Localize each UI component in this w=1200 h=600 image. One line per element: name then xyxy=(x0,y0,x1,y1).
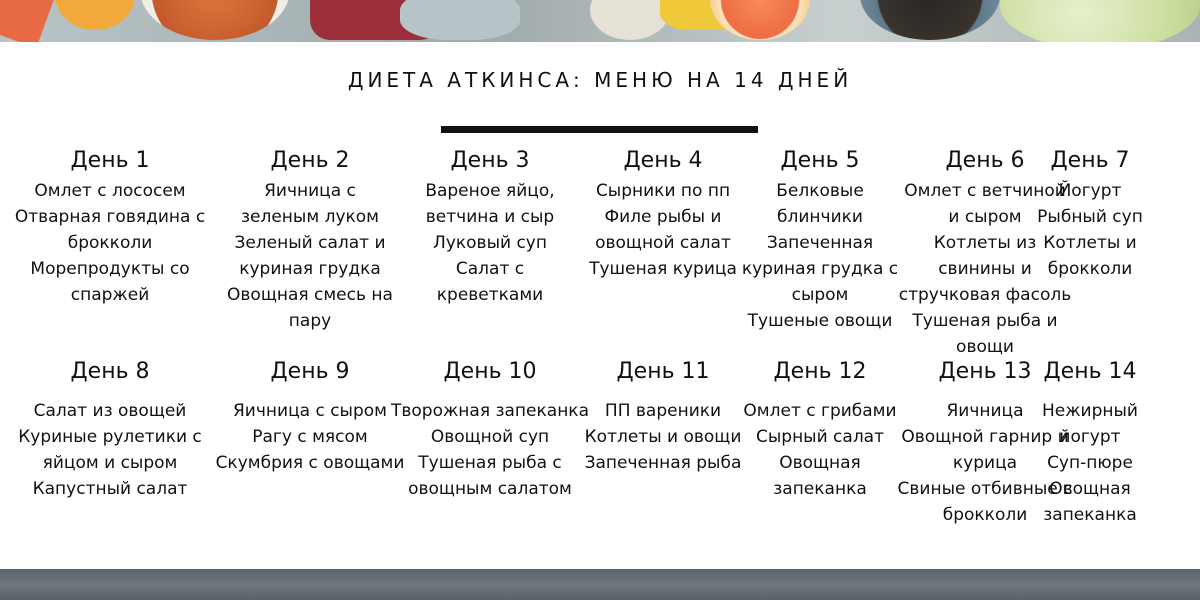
meal-line: Овощная xyxy=(1049,479,1131,499)
meal-line: курица xyxy=(952,453,1018,473)
meal-line: Капустный салат xyxy=(32,479,188,499)
meal-line: Зеленый салат и xyxy=(234,233,386,253)
meal-line: Тушеная курица xyxy=(589,259,737,279)
meal-line: Омлет с лососем xyxy=(34,181,186,201)
day-heading: День 11 xyxy=(616,359,710,384)
meal-line: йогурт xyxy=(1059,427,1121,447)
meal-line: овощным салатом xyxy=(408,479,572,499)
meal-line: Яичница с сыром xyxy=(233,401,387,421)
meal-line: Рагу с мясом xyxy=(252,427,368,447)
day-heading: День 2 xyxy=(270,148,350,173)
day-heading: День 8 xyxy=(70,359,150,384)
meal-line: яйцом и сыром xyxy=(42,453,178,473)
day-block xyxy=(980,359,1200,528)
meal-line: Тушеная рыба с xyxy=(418,453,562,473)
meal-line: брокколи xyxy=(942,505,1028,525)
meal-line: Рыбный суп xyxy=(1037,207,1143,227)
meal-line: Сырники по пп xyxy=(595,181,731,201)
meal-line: Йогурт xyxy=(1058,181,1122,201)
meal-line: Нежирный xyxy=(1042,401,1138,421)
meal-line: овощи xyxy=(956,337,1014,357)
meal-line: Отварная говядина с xyxy=(14,207,206,227)
day-heading: День 6 xyxy=(945,148,1025,173)
meal-line: запеканка xyxy=(773,479,867,499)
day-meal-list xyxy=(980,178,1200,282)
day-heading: День 13 xyxy=(938,359,1032,384)
day-heading: День 12 xyxy=(773,359,867,384)
day-heading: День 5 xyxy=(780,148,860,173)
day-block xyxy=(0,148,220,308)
day-heading: День 10 xyxy=(443,359,537,384)
day-heading: День 4 xyxy=(623,148,703,173)
meal-line: Морепродукты со xyxy=(30,259,190,279)
meal-line: Овощной суп xyxy=(430,427,550,447)
meal-line: куриная грудка с xyxy=(741,259,899,279)
meal-line: Тушеная рыба и xyxy=(912,311,1058,331)
day-heading: День 9 xyxy=(270,359,350,384)
meal-line: Салат из овощей xyxy=(33,401,187,421)
meal-line: Творожная запеканка xyxy=(391,401,589,421)
meal-line: стручковая фасоль xyxy=(898,285,1072,305)
meal-line: Суп-пюре xyxy=(1047,453,1133,473)
meal-line: и сыром xyxy=(948,207,1022,227)
meal-line: зеленым луком xyxy=(240,207,379,227)
meal-line: Омлет с ветчиной xyxy=(904,181,1066,201)
meal-line: Овощная смесь на xyxy=(227,285,393,305)
meal-line: Филе рыбы и xyxy=(604,207,722,227)
meal-line: Яичница с xyxy=(264,181,356,201)
meal-line: Яичница xyxy=(946,401,1024,421)
meal-line: куриная грудка xyxy=(239,259,381,279)
page-title: ДИЕТА АТКИНСА: МЕНЮ НА 14 ДНЕЙ xyxy=(347,68,853,92)
meal-line: Омлет с грибами xyxy=(743,401,897,421)
day-meal-list xyxy=(0,178,220,308)
meal-line: Сырный салат xyxy=(755,427,885,447)
meal-line: ПП вареники xyxy=(604,401,722,421)
meal-line: пару xyxy=(288,311,332,331)
day-heading: День 7 xyxy=(1050,148,1130,173)
day-meal-list xyxy=(980,398,1200,528)
meal-line: креветками xyxy=(436,285,544,305)
meal-line: брокколи xyxy=(1047,259,1133,279)
meal-line: свинины и xyxy=(938,259,1032,279)
day-block xyxy=(0,359,220,502)
food-photo-banner xyxy=(0,0,1200,42)
meal-line: Куриные рулетики с xyxy=(18,427,202,447)
meal-line: блинчики xyxy=(777,207,863,227)
meal-line: Белковые xyxy=(776,181,864,201)
meal-line: Тушеные овощи xyxy=(747,311,893,331)
meal-line: овощной салат xyxy=(595,233,731,253)
meal-line: Свиные отбивные с xyxy=(897,479,1073,499)
meal-line: Котлеты из xyxy=(933,233,1037,253)
day-heading: День 14 xyxy=(1043,359,1137,384)
meal-line: Вареное яйцо, xyxy=(425,181,555,201)
meal-line: Котлеты и овощи xyxy=(584,427,742,447)
day-heading: День 3 xyxy=(450,148,530,173)
meal-line: ветчина и сыр xyxy=(425,207,555,227)
meal-line: запеканка xyxy=(1043,505,1137,525)
day-block xyxy=(980,148,1200,282)
meal-line: сыром xyxy=(791,285,849,305)
meal-line: Запеченная рыба xyxy=(584,453,742,473)
meal-line: Луковый суп xyxy=(433,233,547,253)
meal-line: Запеченная xyxy=(766,233,874,253)
meal-line: Скумбрия с овощами xyxy=(215,453,405,473)
day-meal-list xyxy=(0,398,220,502)
meal-line: Котлеты и xyxy=(1043,233,1137,253)
meal-line: Овощная xyxy=(779,453,861,473)
stone-background-strip xyxy=(0,569,1200,600)
meal-line: Салат с xyxy=(455,259,525,279)
meal-line: брокколи xyxy=(67,233,153,253)
meal-line: Овощной гарнир и xyxy=(901,427,1069,447)
day-heading: День 1 xyxy=(70,148,150,173)
title-divider xyxy=(441,126,758,133)
meal-line: спаржей xyxy=(70,285,150,305)
